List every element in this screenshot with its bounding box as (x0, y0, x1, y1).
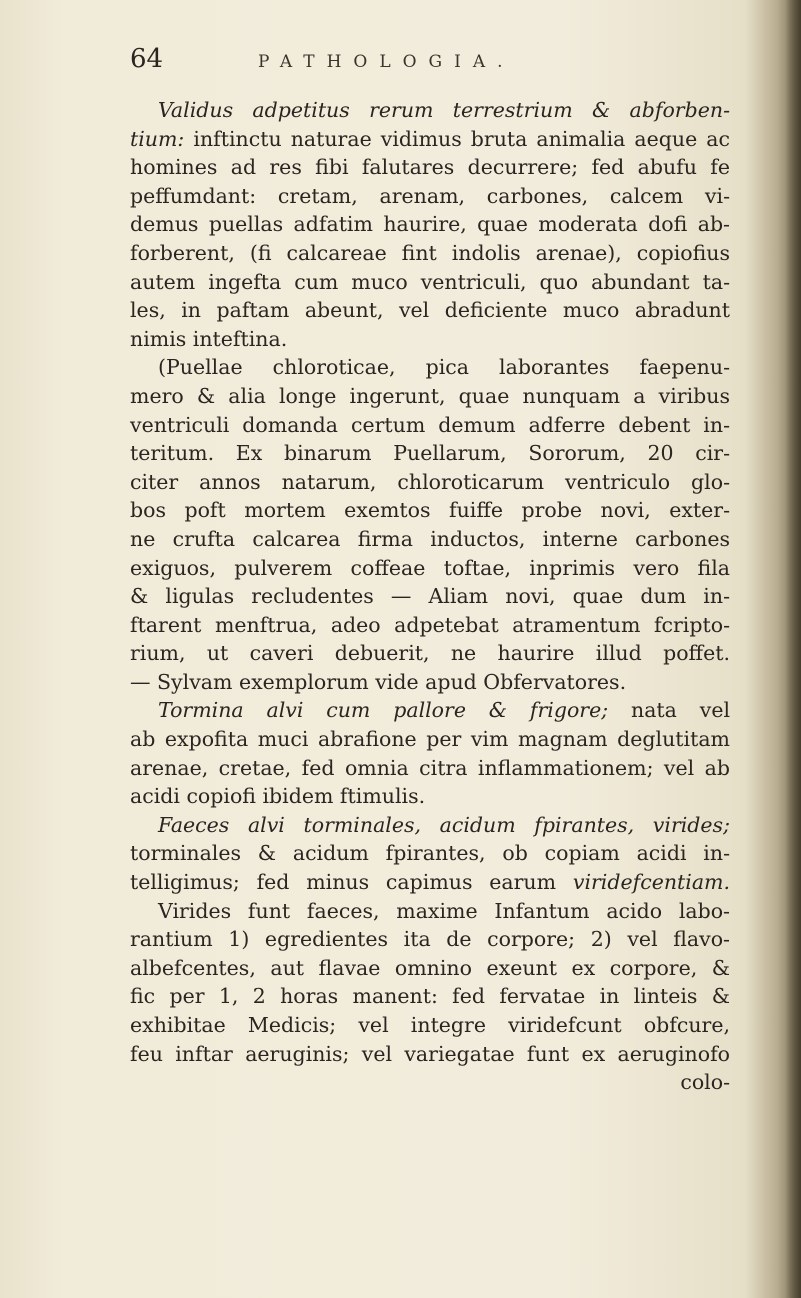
text-segment: homines ad res fibi falutares decurrere; fed abufu fe (130, 155, 730, 180)
text-line (130, 411, 730, 440)
text-line (130, 925, 730, 954)
text-segment: Virides funt faeces, maxime Infantum acido labo- (158, 898, 730, 923)
text-line (130, 754, 730, 783)
text-line (130, 210, 730, 239)
text-line (130, 382, 730, 411)
text-segment: bos poft mortem exemtos fuiffe probe novi, exter- (130, 498, 730, 523)
text-line (130, 1068, 730, 1097)
text-segment: forberent, (fi calcareae fint indolis arenae), copiofius (130, 240, 730, 265)
text-segment: ab expofita muci abrafione per vim magnam deglutitam (130, 727, 730, 752)
text-segment: nata vel (608, 698, 731, 723)
text-segment: mero & alia longe ingerunt, quae nunquam a viribus (130, 383, 730, 408)
text-segment: nimis inteftina. (130, 326, 288, 351)
text-line (130, 525, 730, 554)
text-segment: autem ingefta cum muco ventriculi, quo abundant ta- (130, 269, 730, 294)
text-line (130, 954, 730, 983)
text-segment: peffumdant: cretam, arenam, carbones, calcem vi- (130, 183, 730, 208)
text-segment: & ligulas recludentes — Aliam novi, quae dum in- (130, 584, 730, 609)
text-line (130, 125, 730, 154)
text-line (130, 96, 730, 125)
text-segment: acidi copiofi ibidem ftimulis. (130, 784, 426, 809)
text-segment: demus puellas adfatim haurire, quae moderata dofi ab- (130, 212, 730, 237)
text-line (130, 868, 730, 897)
text-line (130, 353, 730, 382)
text-line (130, 696, 730, 725)
text-line (130, 782, 730, 811)
text-line (130, 439, 730, 468)
text-segment: arenae, cretae, fed omnia citra inflammationem; vel ab (130, 755, 730, 780)
italic-text-segment: Tormina alvi cum pallore & frigore; (158, 698, 609, 723)
text-segment: torminales & acidum fpirantes, ob copiam acidi in- (130, 841, 730, 866)
page-edge-shadow (785, 0, 801, 1298)
text-line (130, 982, 730, 1011)
text-segment: exiguos, pulverem coffeae toftae, inprimis vero fila (130, 555, 730, 580)
italic-text-segment: tium: (130, 126, 185, 151)
text-segment: teritum. Ex binarum Puellarum, Sororum, 20 cir- (130, 441, 730, 466)
italic-text-segment: Faeces alvi torminales, acidum fpirantes, virides; (158, 812, 730, 837)
text-line (130, 1011, 730, 1040)
italic-text-segment: Validus adpetitus rerum terrestrium & abforben- (158, 98, 730, 122)
text-line (130, 725, 730, 754)
text-segment: colo- (680, 1070, 730, 1095)
text-line (130, 468, 730, 497)
text-segment: albefcentes, aut flavae omnino exeunt ex corpore, & (130, 955, 730, 980)
text-segment: exhibitae Medicis; vel integre viridefcunt obfcure, (130, 1013, 730, 1037)
text-line (130, 268, 730, 297)
text-segment: ftarent menftrua, adeo adpetebat atramentum fcripto- (130, 612, 730, 637)
text-segment: citer annos natarum, chloroticarum ventriculo glo- (130, 469, 730, 494)
text-segment: ventriculi domanda certum demum adferre debent in- (130, 412, 730, 437)
text-line (130, 897, 730, 926)
text-segment: feu inftar aeruginis; vel variegatae funt ex aeruginofo (130, 1041, 730, 1066)
text-segment: fic per 1, 2 horas manent: fed fervatae in linteis & (130, 984, 730, 1009)
text-segment: telligimus; fed minus capimus earum (130, 870, 573, 895)
text-segment: les, in paftam abeunt, vel deficiente muco abradunt (130, 298, 730, 323)
text-line (130, 811, 730, 840)
text-line (130, 496, 730, 525)
text-line (130, 325, 730, 354)
text-segment: ne crufta calcarea firma inductos, interne carbones (130, 526, 730, 551)
text-segment: — Sylvam exemplorum vide apud Obfervatores. (130, 669, 627, 694)
text-segment: (Puellae chloroticae, pica laborantes faepenu- (158, 355, 730, 380)
text-line (130, 611, 730, 640)
text-segment: rantium 1) egredientes ita de corpore; 2) vel flavo- (130, 927, 730, 952)
text-line (130, 554, 730, 583)
page-number: 64 (130, 44, 164, 74)
text-line (130, 582, 730, 611)
page-header (130, 44, 681, 84)
italic-text-segment: viridefcentiam. (572, 870, 730, 895)
text-line (130, 639, 730, 668)
text-line (130, 1040, 730, 1069)
text-segment: rium, ut caveri debuerit, ne haurire illud poffet. (130, 641, 730, 666)
text-line (130, 296, 730, 325)
body-text (130, 96, 730, 1097)
text-line (130, 153, 730, 182)
text-segment: inftinctu naturae vidimus bruta animalia aeque ac (184, 126, 730, 151)
running-head: PATHOLOGIA. (258, 52, 515, 72)
text-line (130, 239, 730, 268)
text-line (130, 668, 730, 697)
text-line (130, 839, 730, 868)
text-line (130, 182, 730, 211)
